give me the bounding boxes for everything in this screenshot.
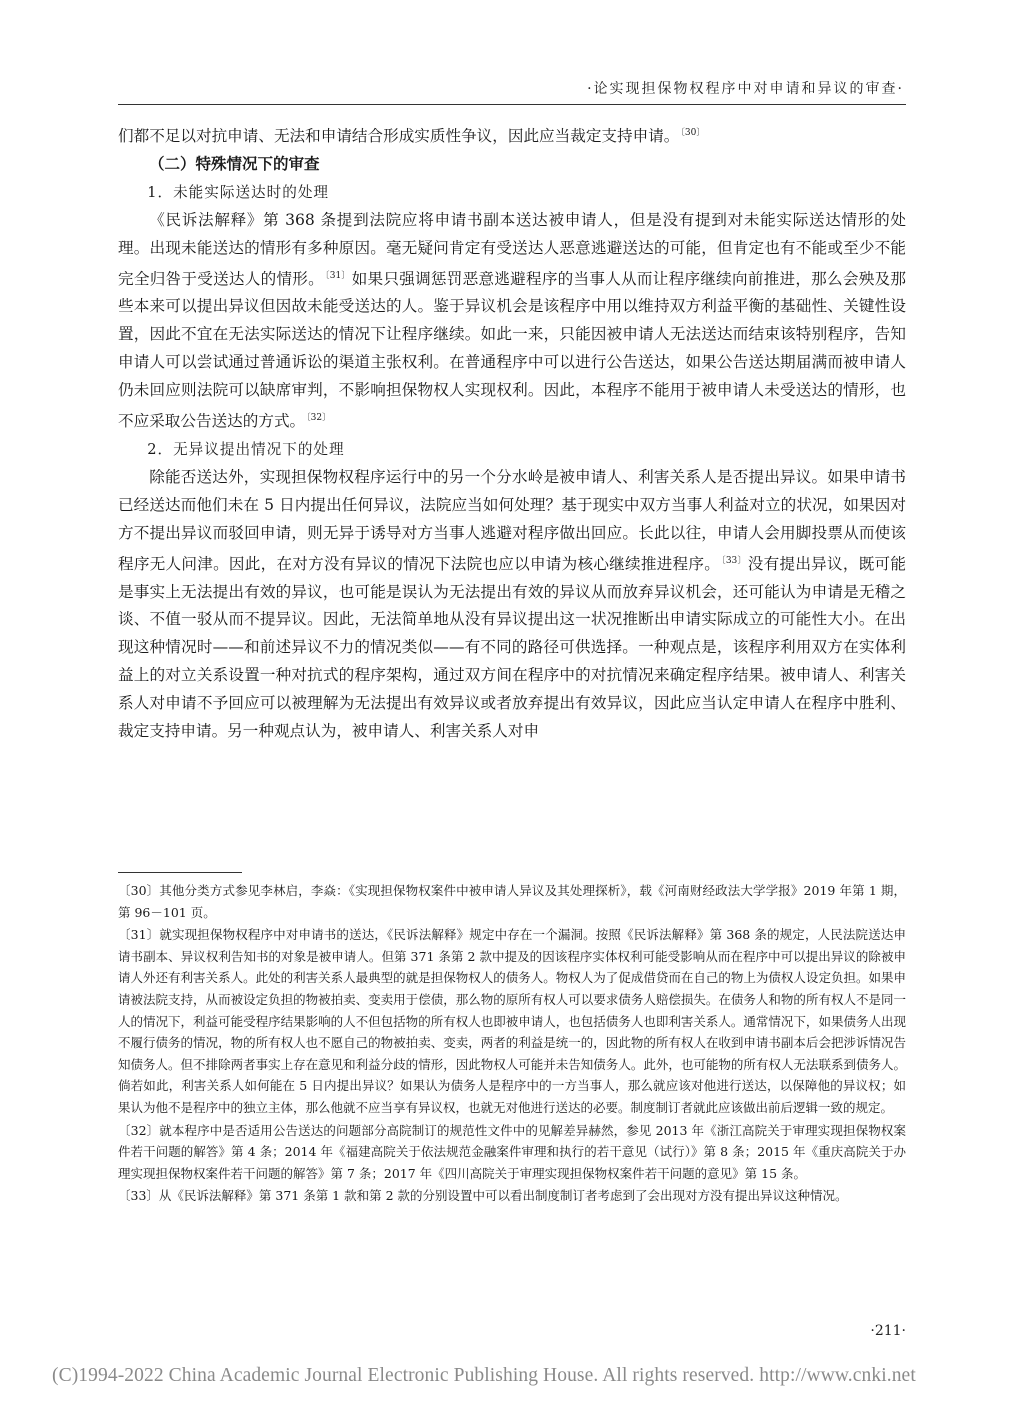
subsection-heading-1: 1．未能实际送达时的处理 bbox=[147, 183, 330, 201]
header-rule bbox=[118, 104, 906, 105]
footnotes bbox=[118, 880, 906, 1208]
footnote-31: 〔31〕就实现担保物权程序中对申请书的送达，《民诉法解释》规定中存在一个漏洞。按照《民诉法解释》第 368 条的规定，人民法院送达申请书副本、异议权利告知书的对象是被申请人。但第 371 条第 2 款中提及的因该程序实体权利可能受影响从而在程序中可以提出异议的除被申请人外还有利害关系人。此处的利害关系人最典型的就是担保物权人的债务人。物权人为了促成借贷而在自己的物上为债权人设定负担。如果申请被法院支持，从而被设定负担的物被拍卖、变卖用于偿债，那么物的原所有权人可以要求债务人赔偿损失。在债务人和物的所有权人不是同一人的情况下，利益可能受程序结果影响的人不但包括物的所有权人也即被申请人，也包括债务人也即利害关系人。通常情况下，如果债务人出现不履行债务的情况，物的所有权人也不愿自己的物被拍卖、变卖，两者的利益是统一的，因此物的所有权人在收到申请书副本后会把涉诉情况告知债务人。但不排除两者事实上存在意见和利益分歧的情形，因此物权人可能并未告知债务人。此外，也可能物的所有权人无法联系到债务人。倘若如此，利害关系人如何能在 5 日内提出异议？如果认为债务人是程序中的一方当事人，那么就应该对他进行送达，以保障他的异议权；如果认为他不是程序中的独立主体，那么他就不应当享有异议权，也就无对他进行送达的必要。制度制订者就此应该做出前后逻辑一致的规定。 bbox=[118, 927, 906, 1115]
paragraph-text: 们都不足以对抗申请、无法和申请结合形成实质性争议，因此应当裁定支持申请。 bbox=[118, 127, 680, 145]
running-head: ·论实现担保物权程序中对申请和异议的审查· bbox=[587, 81, 904, 97]
page-number: ·211· bbox=[870, 1323, 906, 1339]
footnote-ref-31[interactable]: 〔31〕 bbox=[324, 270, 351, 281]
section-heading: （二）特殊情况下的审查 bbox=[149, 154, 320, 173]
footnote-32: 〔32〕就本程序中是否适用公告送达的问题部分高院制订的规范性文件中的见解差异赫然，参见 2013 年《浙江高院关于审理实现担保物权案件若干问题的解答》第 4 条；2014 年《福建高院关于依法规范金融案件审理和执行的若干意见（试行）》第 8 条；2015 年《重庆高院关于办理实现担保物权案件若干问题的解答》第 7 条；2017 年《四川高院关于审理实现担保物权案件若干问题的意见》第 15 条。 bbox=[118, 1122, 906, 1181]
footnote-rule bbox=[118, 872, 242, 873]
paragraph-text: 除能否送达外，实现担保物权程序运行中的另一个分水岭是被申请人、利害关系人是否提出异议。如果申请书已经送达而他们未在 5 日内提出任何异议，法院应当如何处理？基于现实中双方当事人利益对立的状况，如果因对方不提出异议而驳回申请，则无异于诱导对方当事人逃避对程序做出回应。长此以往，申请人会用脚投票从而使该程序无人问津。因此，在对方没有异议的情况下法院也应以申请为核心继续推进程序。 bbox=[118, 467, 906, 573]
body-text bbox=[118, 120, 906, 746]
paragraph-1 bbox=[118, 207, 906, 436]
paragraph-text: 如果只强调惩罚恶意逃避程序的当事人从而让程序继续向前推进，那么会殃及那些本来可以提出异议但因故未能受送达的人。鉴于异议机会是该程序中用以维持双方利益平衡的基础性、关键性设置，因此不宜在无法实际送达的情况下让程序继续。如此一来，只能因被申请人无法送达而结束该特别程序，告知申请人可以尝试通过普通诉讼的渠道主张权利。在普通程序中可以进行公告送达，如果公告送达期届满而被申请人仍未回应则法院可以缺席审判，不影响担保物权人实现权利。因此，本程序不能用于被申请人未受送达的情形，也不应采取公告送达的方式。 bbox=[118, 269, 906, 431]
footnote-ref-30[interactable]: 〔30〕 bbox=[680, 128, 706, 138]
footnote-ref-32[interactable]: 〔32〕 bbox=[306, 413, 332, 424]
paragraph-text: 《民诉法解释》第 368 条提到法院应将申请书副本送达被申请人，但是没有提到对未能实际送达情形的处理。出现未能送达的情形有多种原因。毫无疑问肯定有受送达人恶意逃避送达的可能，但肯定也有不能或至少不能完全归咎于受送达人的情形。 bbox=[118, 210, 906, 288]
paragraph-text: 没有提出异议，既可能是事实上无法提出有效的异议，也可能是误认为无法提出有效的异议从而放弃异议机会，还可能认为申请是无稽之谈、不值一驳从而不提异议。因此，无法简单地从没有异议提出这一状况推断出申请实际成立的可能性大小。在出现这种情况时——和前述异议不力的情况类似——有不同的路径可供选择。一种观点是，该程序利用双方在实体利益上的对立关系设置一种对抗式的程序架构，通过双方间在程序中的对抗情况来确定程序结果。被申请人、利害关系人对申请不予回应可以被理解为无法提出有效异议或者放弃提出有效异议，因此应当认定申请人在程序中胜利、裁定支持申请。另一种观点认为，被申请人、利害关系人对申 bbox=[118, 554, 906, 741]
subsection-heading-2: 2．无异议提出情况下的处理 bbox=[147, 440, 345, 458]
footnote-30: 〔30〕其他分类方式参见李林启，李焱：《实现担保物权案件中被申请人异议及其处理探析》，载《河南财经政法大学学报》2019 年第 1 期，第 96－101 页。 bbox=[118, 883, 906, 920]
paragraph-continued bbox=[118, 120, 906, 151]
footnote-ref-33[interactable]: 〔33〕 bbox=[721, 555, 747, 566]
footnote-33: 〔33〕从《民诉法解释》第 371 条第 1 款和第 2 款的分别设置中可以看出制度制订者考虑到了会出现对方没有提出异议这种情况。 bbox=[118, 1188, 848, 1204]
paragraph-2 bbox=[118, 464, 906, 746]
copyright-footer: (C)1994-2022 China Academic Journal Electronic Publishing House. All rights reserved. http://www.cnki.net bbox=[52, 1365, 916, 1386]
